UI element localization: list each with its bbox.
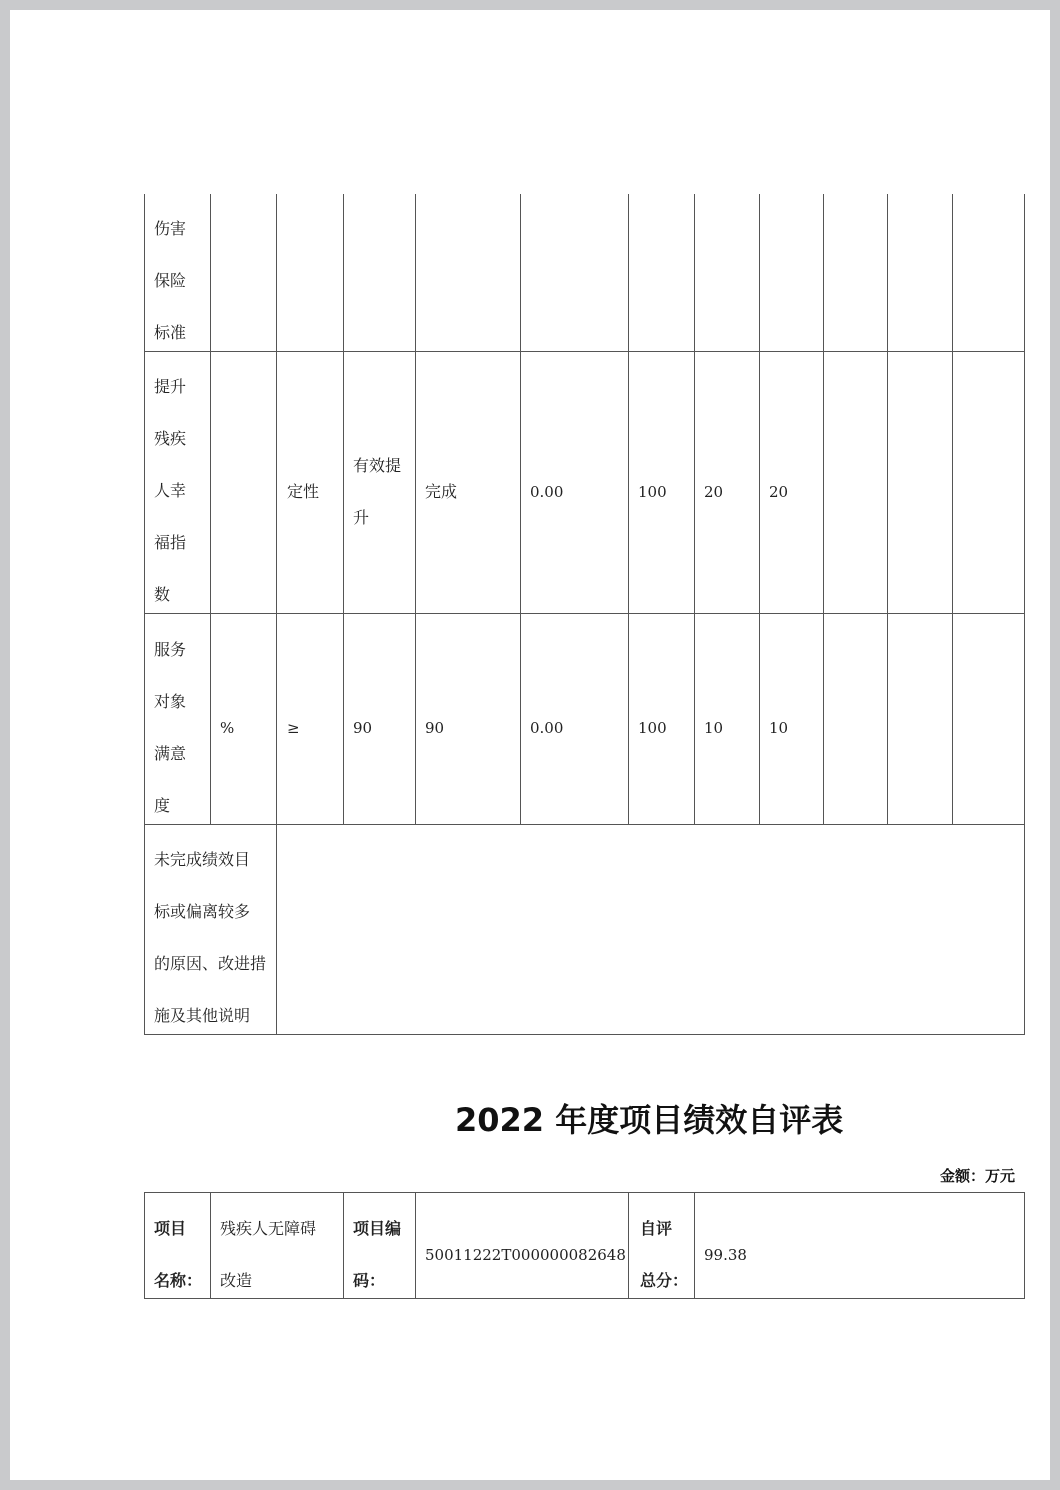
label-line: 项目编	[353, 1219, 402, 1238]
score-cell: 10	[769, 719, 789, 737]
self-score-label	[640, 1203, 688, 1307]
grid-line	[887, 194, 888, 824]
symbol-cell: 定性	[287, 482, 320, 501]
value-cell: 0.00	[530, 483, 564, 501]
indicator-line: 对象	[154, 692, 187, 711]
value-cell: 100	[638, 719, 667, 737]
document-page	[10, 10, 1050, 1480]
indicator-line: 人幸	[154, 481, 187, 500]
indicator-line: 服务	[154, 640, 187, 659]
grid-line	[694, 1192, 695, 1299]
grid-line	[823, 194, 824, 824]
label-line: 总分：	[640, 1271, 689, 1290]
grid-line	[144, 194, 145, 1034]
project-name-value	[220, 1203, 316, 1307]
form-title: 2022 年度项目绩效自评表	[455, 1101, 844, 1139]
project-code-label	[353, 1203, 401, 1307]
target-cell: 90	[353, 719, 373, 737]
indicator-line: 福指	[154, 533, 187, 552]
indicator-line: 提升	[154, 377, 187, 396]
notes-label-line: 的原因、改进措	[154, 954, 267, 973]
indicator-line: 度	[154, 796, 171, 815]
indicator-line: 满意	[154, 744, 187, 763]
weight-cell: 20	[704, 483, 724, 501]
label-line: 名称：	[154, 1271, 203, 1290]
target-line: 有效提	[353, 456, 402, 475]
grid-line	[144, 1034, 1025, 1035]
indicator-name	[154, 203, 186, 359]
label-line: 码：	[353, 1271, 386, 1290]
indicator-line: 数	[154, 585, 171, 604]
grid-line	[1024, 194, 1025, 1034]
indicator-name	[154, 361, 186, 621]
self-score-value: 99.38	[704, 1246, 747, 1264]
grid-line	[343, 1192, 344, 1299]
value-line: 残疾人无障碍	[220, 1219, 317, 1238]
grid-line	[144, 1192, 145, 1299]
value-cell: 100	[638, 483, 667, 501]
target-cell	[353, 440, 401, 544]
amount-unit: 金额：万元	[939, 1167, 1015, 1185]
grid-line	[343, 194, 344, 824]
unit-cell: %	[220, 719, 235, 737]
notes-label-line: 未完成绩效目	[154, 850, 251, 869]
indicator-line: 标准	[154, 323, 187, 342]
value-line: 改造	[220, 1271, 253, 1290]
value-cell: 0.00	[530, 719, 564, 737]
grid-line	[144, 351, 1025, 352]
notes-label-line: 标或偏离较多	[154, 902, 251, 921]
target-line: 升	[353, 508, 370, 527]
grid-line	[628, 194, 629, 824]
grid-line	[210, 1192, 211, 1299]
weight-cell: 10	[704, 719, 724, 737]
actual-cell: 完成	[425, 482, 458, 501]
actual-cell: 90	[425, 719, 445, 737]
project-code-value: 50011222T000000082648	[425, 1246, 626, 1264]
grid-line	[144, 613, 1025, 614]
grid-line	[759, 194, 760, 824]
project-name-label	[154, 1203, 202, 1307]
grid-line	[415, 194, 416, 824]
grid-line	[210, 194, 211, 824]
indicator-line: 残疾	[154, 429, 187, 448]
grid-line	[520, 194, 521, 824]
grid-line	[144, 1192, 1025, 1193]
grid-line	[694, 194, 695, 824]
label-line: 项目	[154, 1219, 187, 1238]
label-line: 自评	[640, 1219, 673, 1238]
indicator-name	[154, 624, 186, 832]
grid-line	[952, 194, 953, 824]
indicator-line: 伤害	[154, 219, 187, 238]
indicator-line: 保险	[154, 271, 187, 290]
notes-label-line: 施及其他说明	[154, 1006, 251, 1025]
score-cell: 20	[769, 483, 789, 501]
grid-line	[415, 1192, 416, 1299]
grid-line	[628, 1192, 629, 1299]
grid-line	[276, 194, 277, 1034]
grid-line	[1024, 1192, 1025, 1299]
grid-line	[144, 824, 1025, 825]
symbol-cell: ≥	[287, 719, 300, 737]
notes-label	[154, 834, 266, 1042]
